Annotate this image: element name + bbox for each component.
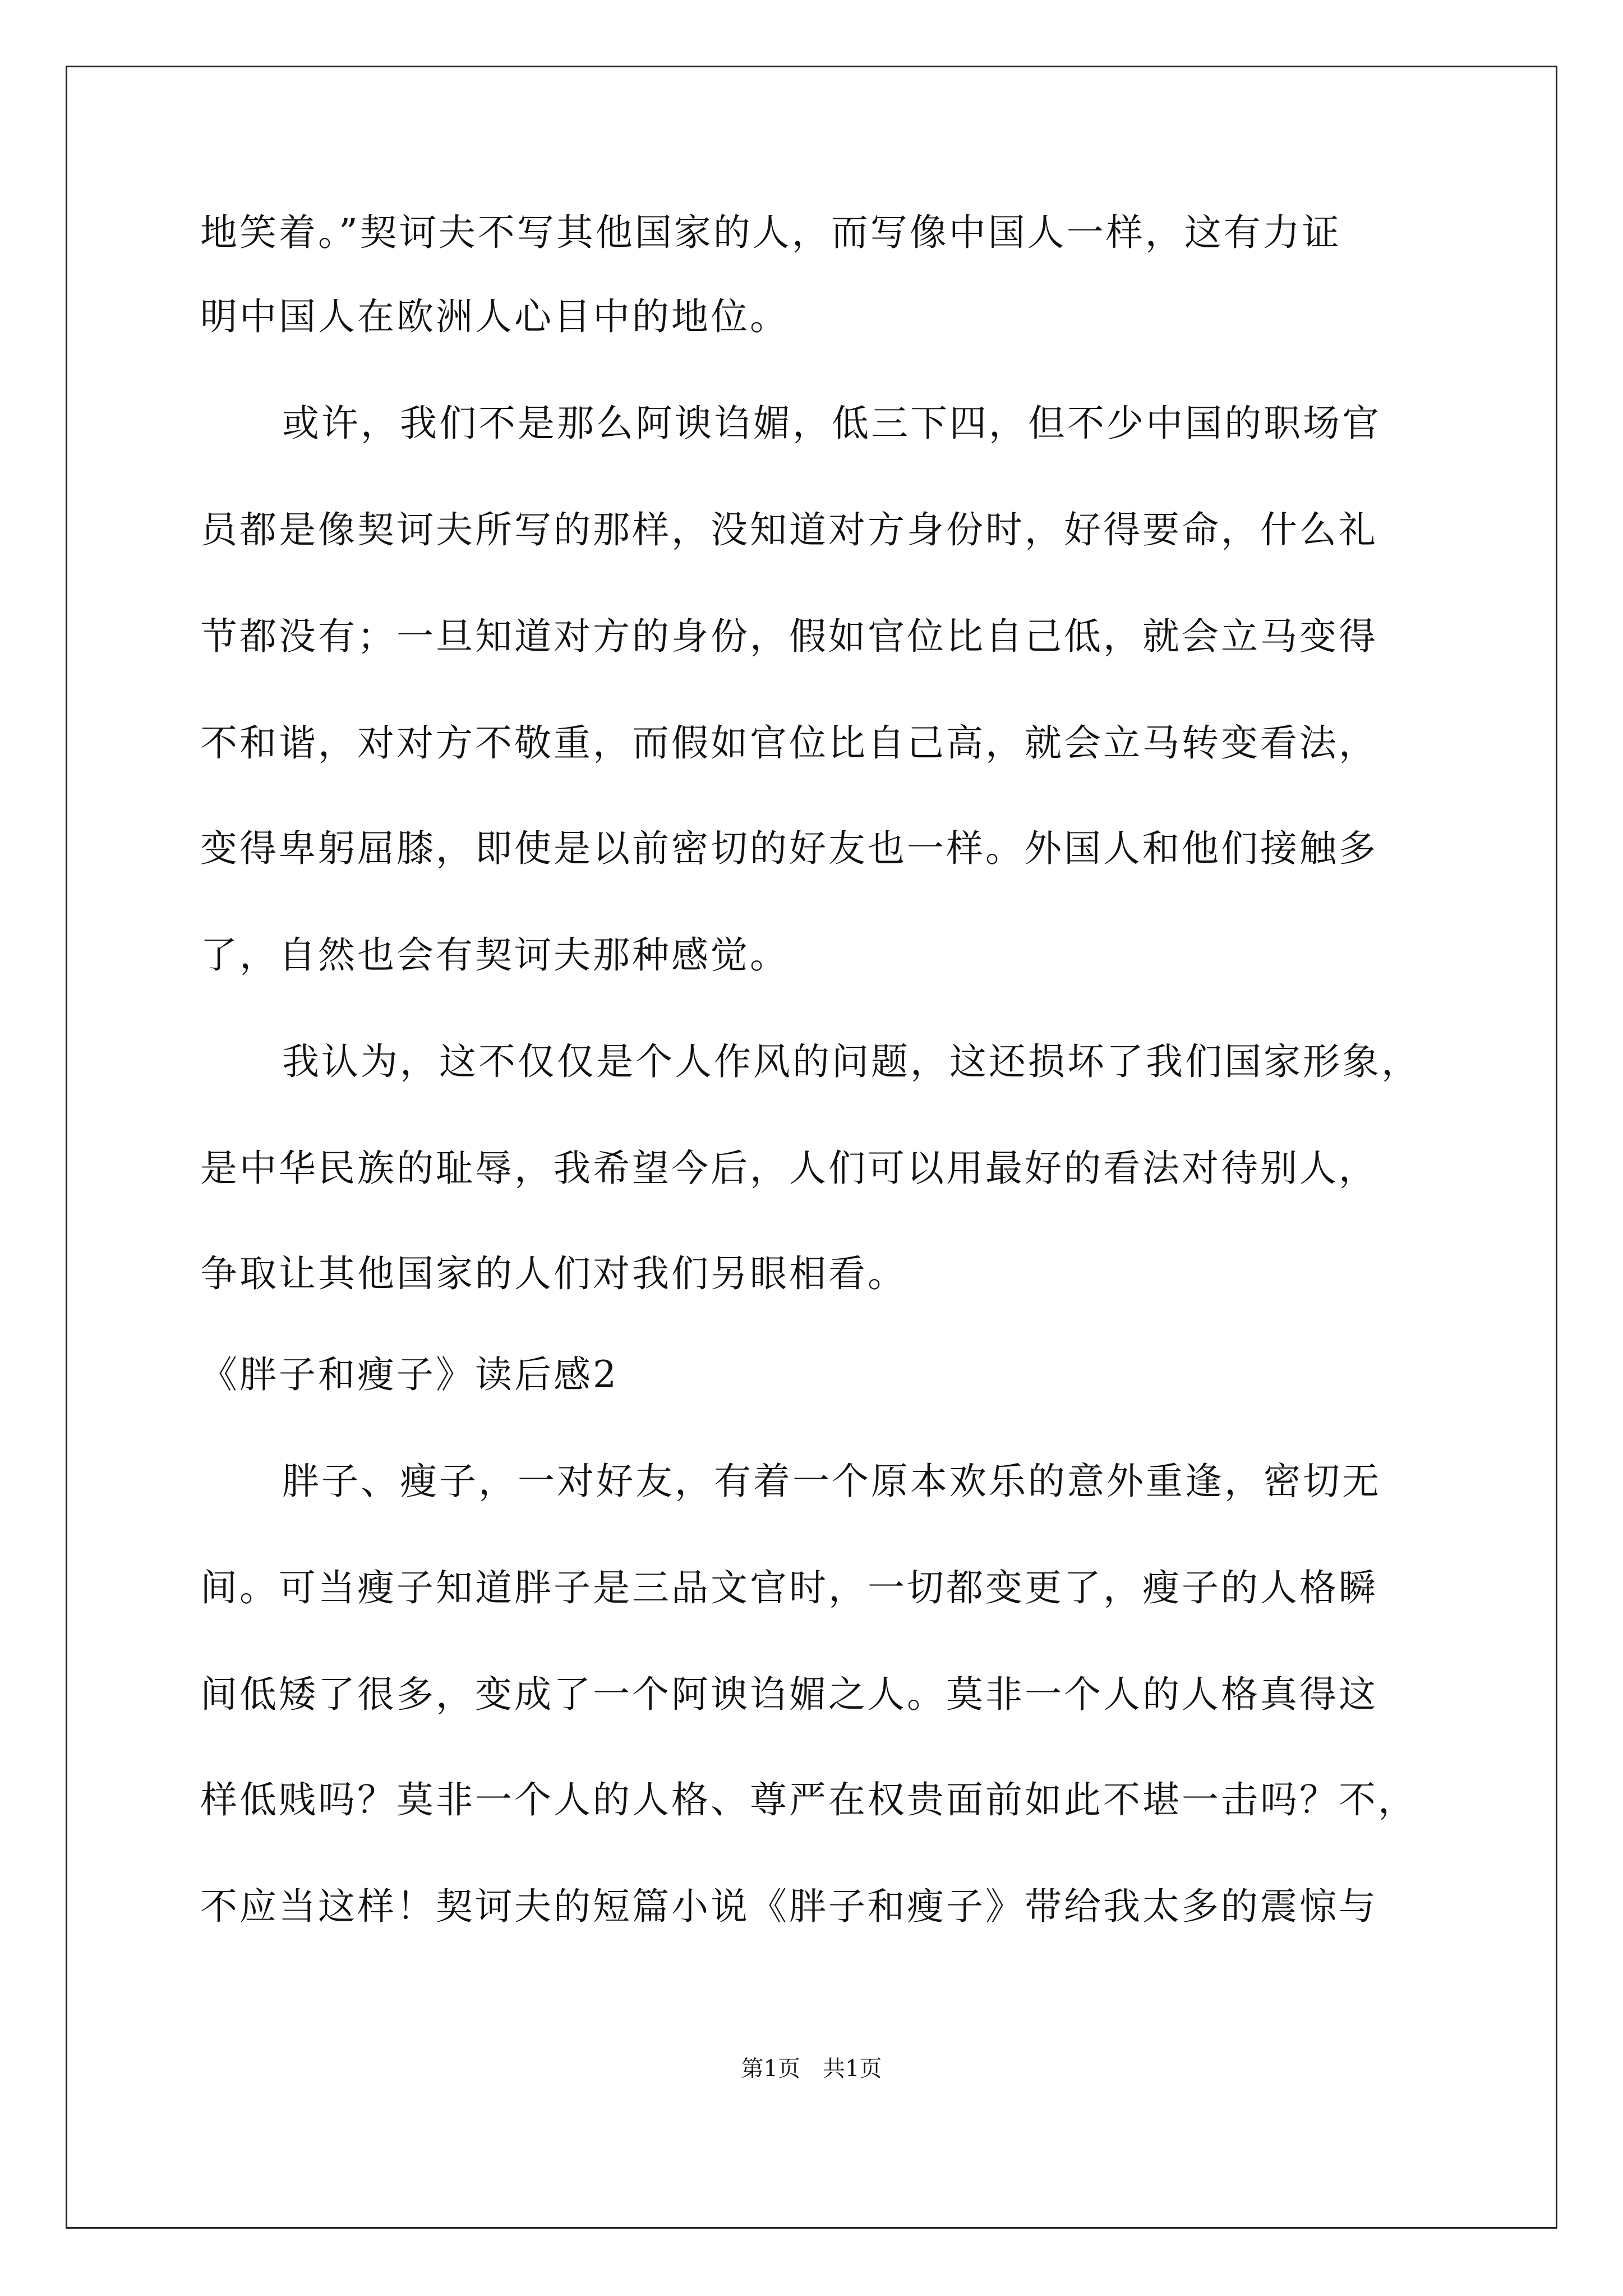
text-line: 样低贱吗？莫非一个人的人格、尊严在权贵面前如此不堪一击吗？不，: [200, 1778, 1417, 1821]
text-line: 地笑着。”契诃夫不写其他国家的人，而写像中国人一样，这有力证: [200, 211, 1341, 254]
section-heading: 《胖子和瘦子》读后感2: [200, 1353, 619, 1396]
paragraph-start-line: 我认为，这不仅仅是个人作风的问题，这还损坏了我们国家形象，: [282, 1040, 1421, 1083]
text-line: 不应当这样！契诃夫的短篇小说《胖子和瘦子》带给我太多的震惊与: [200, 1885, 1378, 1928]
text-line: 不和谐，对对方不敬重，而假如官位比自己高，就会立马转变看法，: [200, 721, 1378, 765]
paragraph-start-line: 或许，我们不是那么阿谀诌媚，低三下四，但不少中国的职场官: [282, 402, 1381, 445]
text-line: 是中华民族的耻辱，我希望今后，人们可以用最好的看法对待别人，: [200, 1147, 1378, 1190]
page-footer: [0, 2052, 1623, 2086]
text-line: 间低矮了很多，变成了一个阿谀诌媚之人。莫非一个人的人格真得这: [200, 1673, 1378, 1716]
page-total: 共1页: [823, 2056, 882, 2082]
text-line: 了，自然也会有契诃夫那种感觉。: [200, 933, 789, 977]
page-number: 第1页: [741, 2056, 800, 2082]
text-line: 明中国人在欧洲人心目中的地位。: [200, 295, 789, 338]
text-line: 节都没有；一旦知道对方的身份，假如官位比自己低，就会立马变得: [200, 615, 1378, 658]
text-line: 员都是像契诃夫所写的那样，没知道对方身份时，好得要命，什么礼: [200, 508, 1378, 551]
text-line: 间。可当瘦子知道胖子是三品文官时，一切都变更了，瘦子的人格瞬: [200, 1566, 1378, 1609]
text-line: 变得卑躬屈膝，即使是以前密切的好友也一样。外国人和他们接触多: [200, 827, 1378, 870]
text-line: 争取让其他国家的人们对我们另眼相看。: [200, 1252, 907, 1295]
paragraph-start-line: 胖子、瘦子，一对好友，有着一个原本欢乐的意外重逢，密切无: [282, 1460, 1381, 1503]
